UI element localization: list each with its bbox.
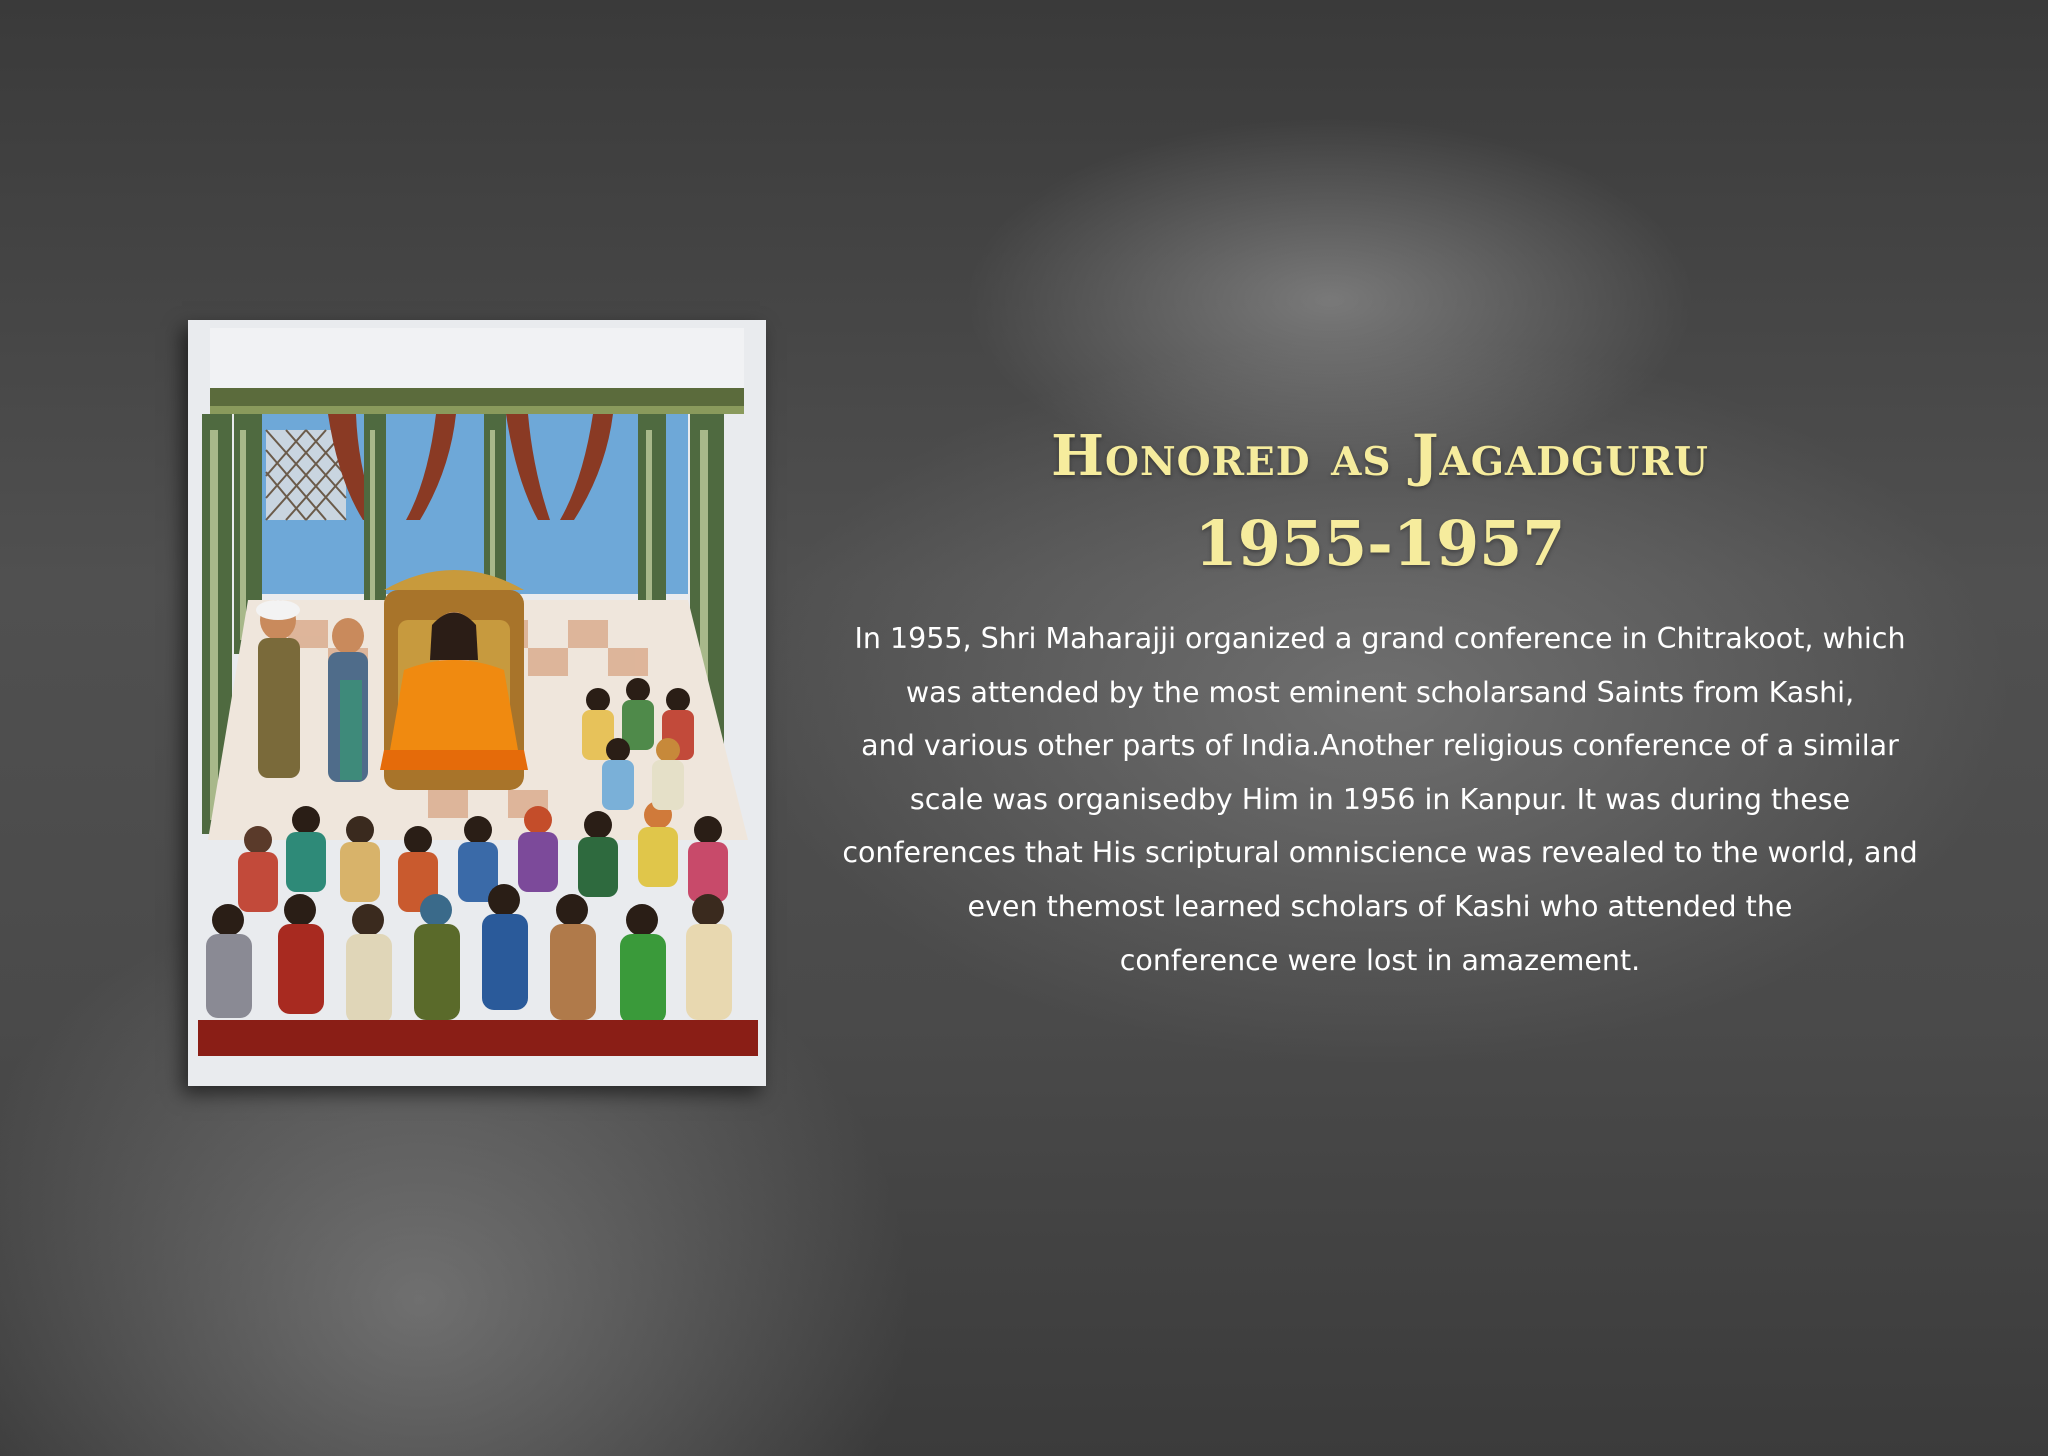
description-line: conferences that His scriptural omniscience was revealed to the world, and [842,836,1918,870]
year-range: 1955-1957 [1194,507,1566,580]
description-line: In 1955, Shri Maharajji organized a grand conference in Chitrakoot, which [854,622,1906,655]
conference-painting-image [188,320,766,1086]
description-line: conference were lost in amazement. [1119,943,1641,977]
description-panel [790,410,1970,987]
conference-painting-illustration [188,320,766,1086]
description-line: even themost learned scholars of Kashi who attended the [967,889,1793,923]
description-line: was attended by the most eminent scholarsand Saints from Kashi, [905,675,1855,709]
page-title: Honored as Jagadguru [1051,423,1709,489]
description-line: and various other parts of India.Another religious conference of a similar [861,729,1899,763]
description-line: scale was organisedby Him in 1956 in Kanpur. It was during these [909,782,1851,816]
description-text [790,612,1970,987]
